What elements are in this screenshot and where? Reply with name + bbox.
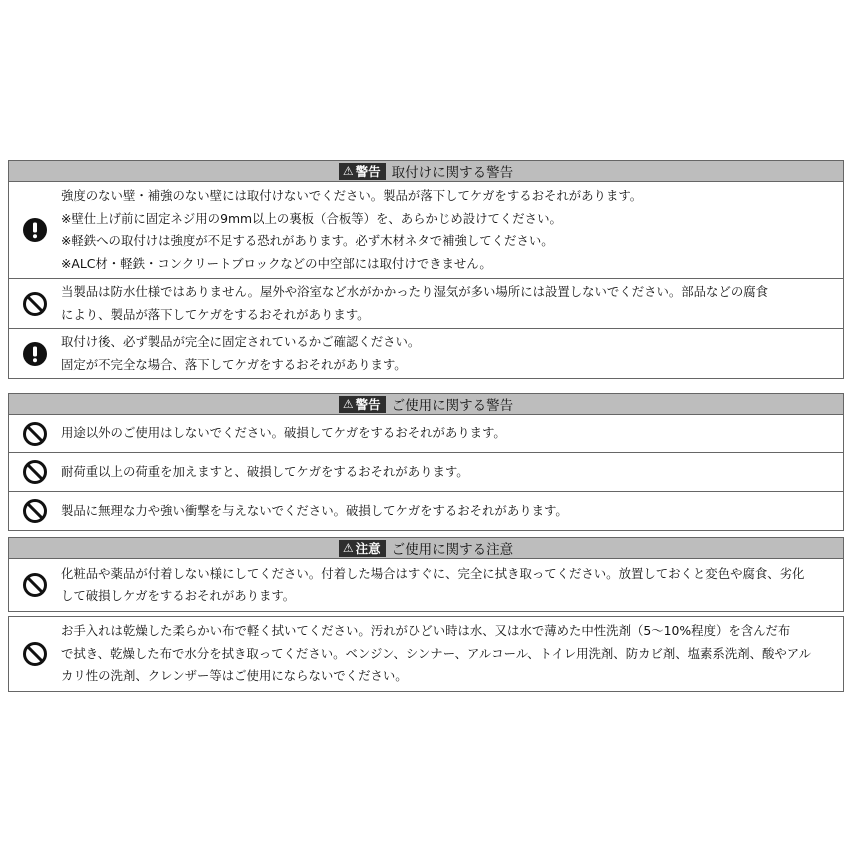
warning-row (8, 492, 844, 531)
row-text-line: 当製品は防水仕様ではありません。屋外や浴室など水がかかったり湿気が多い場所には設置しないでください。部品などの腐食 (61, 284, 769, 299)
section-title: ご使用に関する注意 (391, 542, 514, 558)
section-header (8, 160, 844, 182)
row-text-line: ※軽鉄への取付けは強度が不足する恐れがあります。必ず木材ネタで補強してください。 (61, 233, 554, 248)
caution-row (8, 616, 844, 692)
prohibition-icon (22, 421, 48, 447)
warning-badge: ⚠ 警告 (339, 163, 386, 180)
mandatory-exclamation-icon (23, 218, 47, 242)
row-text-line: ※ALC材・軽鉄・コンクリートブロックなどの中空部には取付けできません。 (61, 255, 492, 271)
row-text-line: 固定が不完全な場合、落下してケガをするおそれがあります。 (61, 356, 407, 372)
row-text-line: 強度のない壁・補強のない壁には取付けないでください。製品が落下してケガをするおそれがあります。 (61, 188, 643, 203)
section-header (8, 393, 844, 415)
row-text-line: 用途以外のご使用はしないでください。破損してケガをするおそれがあります。 (61, 425, 506, 441)
warning-row (8, 279, 844, 329)
row-text-line: 製品に無理な力や強い衝撃を与えないでください。破損してケガをするおそれがあります。 (61, 502, 568, 518)
warning-triangle-icon: ⚠ (342, 164, 354, 178)
warning-row (8, 182, 844, 279)
row-text-line: で拭き、乾燥した布で水分を拭き取ってください。ベンジン、シンナー、アルコール、トイレ用洗剤、防カビ剤、塩素系洗剤、酸やアル (61, 645, 812, 661)
caution-row (8, 559, 844, 612)
prohibition-icon (22, 572, 48, 598)
section-header (8, 537, 844, 559)
section-usage-caution (8, 537, 844, 692)
warning-row (8, 415, 844, 453)
row-text-line: 取付け後、必ず製品が完全に固定されているかご確認ください。 (61, 334, 421, 349)
row-text-line: により、製品が落下してケガをするおそれがあります。 (61, 306, 370, 322)
section-install-warning (8, 160, 844, 379)
prohibition-icon (22, 641, 48, 667)
section-usage-warning (8, 393, 844, 531)
prohibition-icon (22, 291, 48, 317)
warning-badge: ⚠ 警告 (339, 396, 386, 413)
mandatory-exclamation-icon (23, 342, 47, 366)
row-text-line: して破損しケガをするおそれがあります。 (61, 588, 296, 603)
warning-triangle-icon: ⚠ (342, 541, 354, 555)
section-title: ご使用に関する警告 (391, 398, 514, 414)
warning-triangle-icon: ⚠ (342, 397, 354, 411)
row-text-line: お手入れは乾燥した柔らかい布で軽く拭いてください。汚れがひどい時は水、又は水で薄めた中性洗剤（5〜10%程度）を含んだ布 (61, 623, 791, 639)
prohibition-icon (22, 459, 48, 485)
warning-row (8, 453, 844, 492)
section-title: 取付けに関する警告 (391, 165, 514, 181)
prohibition-icon (22, 498, 48, 524)
warning-row (8, 329, 844, 379)
row-text-line: 化粧品や薬品が付着しない様にしてください。付着した場合はすぐに、完全に拭き取ってください。放置しておくと変色や腐食、劣化 (61, 565, 805, 581)
row-text-line: ※壁仕上げ前に固定ネジ用の9mm以上の裏板（合板等）を、あらかじめ設けてください。 (61, 210, 562, 226)
row-text-line: 耐荷重以上の荷重を加えますと、破損してケガをするおそれがあります。 (61, 463, 469, 479)
caution-badge: ⚠ 注意 (339, 540, 386, 557)
row-text-line: カリ性の洗剤、クレンザー等はご使用にならないでください。 (61, 668, 408, 684)
